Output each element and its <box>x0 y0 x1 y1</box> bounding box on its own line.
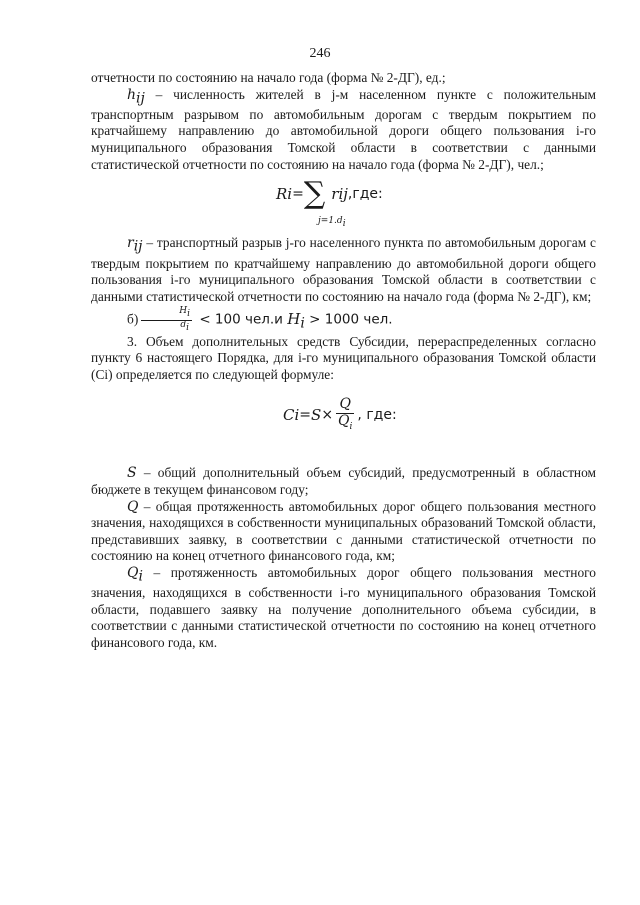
symbol-q: Q <box>127 498 139 515</box>
formula-r-i <box>91 175 596 230</box>
sum-sign-icon: ∑ <box>303 176 326 212</box>
formula-c-equals: = <box>299 406 312 423</box>
formula-c-fraction: $\frac{Q}{Q_i}$ <box>338 396 353 432</box>
formula-r-suffix: ,где: <box>347 185 383 202</box>
condition-mid: < 100 чел.и <box>195 311 288 328</box>
formula-c-times: × <box>321 406 334 423</box>
sum-lower-limit: $j=1.d_i$ <box>318 216 346 230</box>
h-ij-definition-text: – численность жителей в j-м населенном пункте с положительным транспортным разрывом по автомобильным дорогам с твердым покрытием по кратчайшему направлению до автомобильной дороги общего пользования i-го муниципального образования Томской области в соответствии с данными статистической отчетности по состоянию на начало года (форма № 2-ДГ), чел.; <box>91 86 596 172</box>
paragraph-h-ij-definition <box>91 87 596 174</box>
symbol-s: S <box>127 465 137 482</box>
formula-r-term: r <box>331 184 339 203</box>
symbol-h-subscript: ij <box>136 90 145 107</box>
formula-r-equals: = <box>292 185 304 202</box>
condition-fraction: $\frac{H_i}{d_i}$ <box>141 307 192 333</box>
formula-c-i <box>91 391 596 457</box>
q-definition-text: – общая протяженность автомобильных дорог общего пользования местного значения, находящихся в собственности муниципальных образований Томской области, представивших заявку, в соответствии с данными статистической отчетности по состоянию на конец отчетного финансового года, км; <box>91 498 596 564</box>
page-number: 246 <box>309 46 331 61</box>
symbol-h: h <box>127 86 137 103</box>
formula-r-lhs-sub: i <box>287 184 293 203</box>
s-definition-text: – общий дополнительный объем субсидий, предусмотренный в областном бюджете в текущем финансовом году; <box>91 465 596 498</box>
paragraph-item-3: 3. Объем дополнительных средств Субсидии, перераспределенных согласно пункту 6 настоящего Порядка, для i-го муниципального образования Томской области (Ci) определяется по следующей формуле: <box>91 333 596 382</box>
paragraph-q-i-definition <box>91 565 596 652</box>
document-body <box>91 70 596 652</box>
symbol-q-i: Q <box>127 565 139 581</box>
condition-h-symbol: H <box>287 309 301 328</box>
formula-c-s: S <box>311 405 322 424</box>
paragraph-r-ij-definition <box>91 235 596 305</box>
symbol-r: r <box>127 235 134 252</box>
formula-r-lhs: R <box>276 184 288 203</box>
formula-c-suffix: , где: <box>357 406 397 423</box>
r-ij-definition-text: – транспортный разрыв j-го населенного пункта по автомобильным дорогам с твердым покрытием по кратчайшему направлению до автомобильной дороги общего пользования i-го муниципального образования Томской области в соответствии с данными статистической отчетности по состоянию на начало года (форма № 2-ДГ), км; <box>91 235 596 304</box>
paragraph-s-definition <box>91 465 596 498</box>
symbol-r-subscript: ij <box>133 238 143 255</box>
formula-c-lhs: C <box>283 405 295 424</box>
paragraph-q-definition <box>91 499 596 565</box>
formula-c-lhs-sub: i <box>294 405 300 424</box>
formula-r-term-sub: ij <box>338 184 348 203</box>
q-i-definition-text: – протяженность автомобильных дорог общего пользования местного значения, находящихся в собственности i-го муниципального образования Томской области, подавшего заявку на получение дополнительного объема субсидии, в соответствии с данными статистической отчетности по состоянию на конец отчетного финансового года, км. <box>91 565 596 651</box>
paragraph-continuation: отчетности по состоянию на начало года (форма № 2-ДГ), ед.; <box>91 70 446 85</box>
paragraph-condition-b: б) $\frac{H_i}{d_i}$ < 100 чел.и $H_i > 1000$ чел. <box>127 306 393 333</box>
symbol-q-i-subscript: i <box>138 568 143 585</box>
condition-b-label: б) <box>127 311 139 327</box>
condition-end: > 1000 чел. <box>304 311 393 328</box>
